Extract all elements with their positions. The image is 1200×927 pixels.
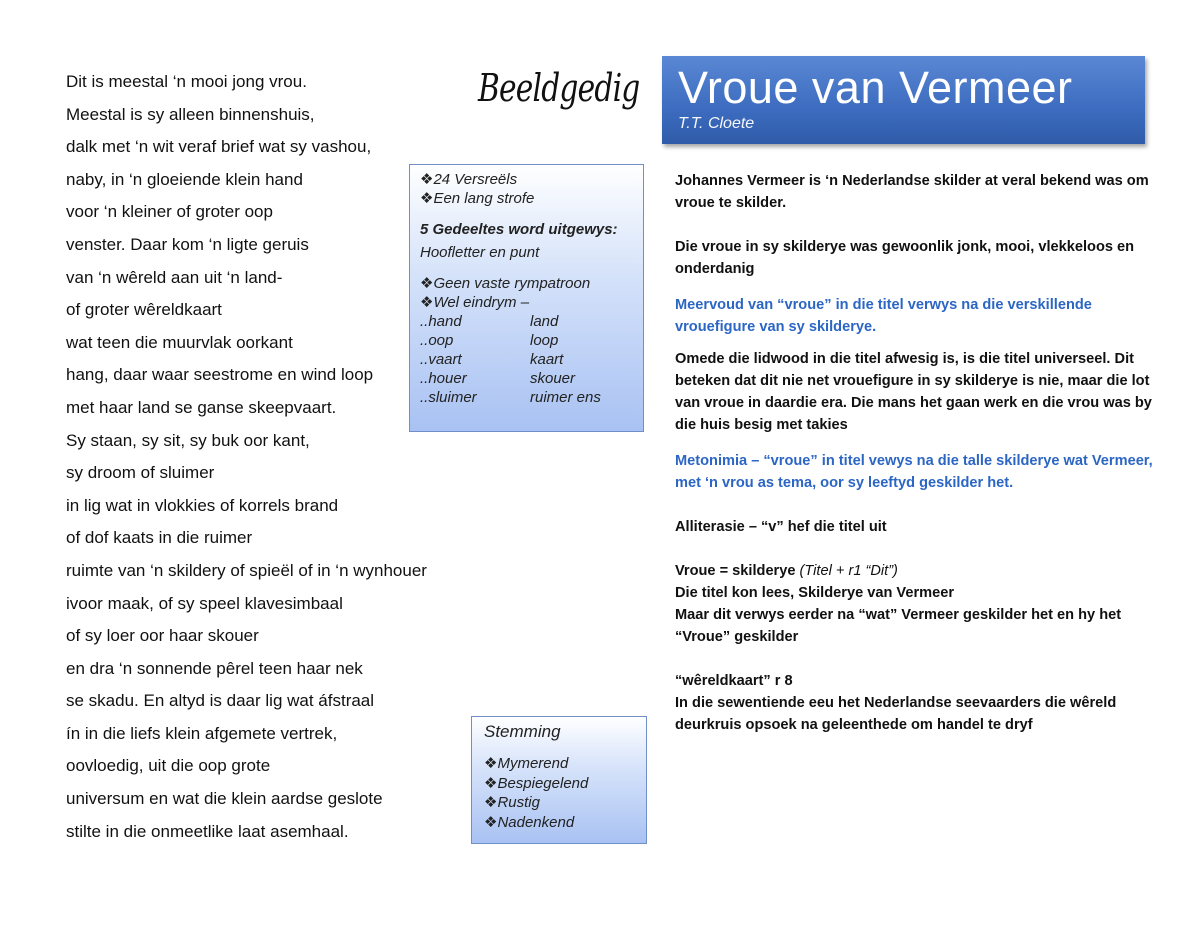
genre-label: Beeldgedig — [478, 66, 640, 110]
poem-line: hang, daar waar seestrome en wind loop — [66, 365, 374, 385]
poem-line: wat teen die muurvlak oorkant — [66, 332, 293, 352]
poem-line: ivoor maak, of sy speel klavesimbaal — [66, 593, 343, 613]
feature-item: ❖Wel eindrym – — [420, 294, 530, 311]
poem-line: sy droom of sluimer — [66, 463, 215, 483]
rhyme-word: loop — [530, 332, 559, 349]
note-text: Vroue = skilderye — [675, 563, 800, 579]
poem-line: stilte in die onmeetlike laat asemhaal. — [66, 821, 349, 841]
poem-line: Dit is meestal ‘n mooi jong vrou. — [66, 72, 307, 91]
feature-item: ❖Een lang strofe — [420, 190, 535, 207]
poem-line: van ‘n wêreld aan uit ‘n land- — [66, 267, 283, 287]
mood-box — [471, 716, 647, 844]
poem — [66, 66, 427, 848]
mood-item: ❖Rustig — [484, 794, 540, 811]
poem-line: Meestal is sy alleen binnenshuis, — [66, 104, 315, 124]
poem-line: voor ‘n kleiner of groter oop — [66, 202, 273, 222]
poem-line: en dra ‘n sonnende pêrel teen haar nek — [66, 658, 363, 678]
poem-line: Sy staan, sy sit, sy buk oor kant, — [66, 430, 310, 450]
poem-line: universum en wat die klein aardse geslote — [66, 789, 383, 809]
poem-line: oovloedig, uit die oop grote — [66, 756, 271, 776]
mood-item: ❖Nadenkend — [484, 813, 575, 831]
features-subtext: Hoofletter en punt — [420, 244, 540, 261]
note-paragraph: Die vroue in sy skilderye was gewoonlik jonk, mooi, vlekkeloos en onderdanig — [675, 239, 1135, 277]
note-paragraph: Maar dit verwys eerder na “wat” Vermeer geskilder het en hy het “Vroue” geskilder — [675, 607, 1122, 645]
mood-title: Stemming — [484, 722, 561, 741]
poem-line: met haar land se ganse skeepvaart. — [66, 397, 337, 417]
mood-item: ❖Bespiegelend — [484, 774, 589, 792]
rhyme-word: ..houer — [420, 370, 467, 387]
rhyme-word: ..sluimer — [420, 389, 477, 406]
poem-line: of sy loer oor haar skouer — [66, 626, 259, 646]
note-paragraph: Meervoud van “vroue” in die titel verwys na die verskillende vrouefigure van sy skilderye. — [675, 297, 1092, 335]
feature-item: ❖Geen vaste rympatroon — [420, 275, 591, 292]
poem-line: se skadu. En altyd is daar lig wat áfstraal — [66, 691, 375, 711]
rhyme-word: skouer — [530, 370, 576, 387]
poem-line: in lig wat in vlokkies of korrels brand — [66, 495, 339, 515]
poem-line: ín in die liefs klein afgemete vertrek, — [66, 723, 338, 743]
analysis-notes — [675, 170, 1155, 736]
poem-line: ruimte van ‘n skildery of spieël of in ‘n wynhouer — [66, 560, 427, 580]
note-paragraph: In die sewentiende eeu het Nederlandse seevaarders die wêreld deurkruis opsoek na geleenthede om handel te dryf — [675, 695, 1117, 733]
rhyme-word: ..hand — [420, 313, 462, 330]
note-paragraph: Johannes Vermeer is ‘n Nederlandse skilder at veral bekend was om vroue te skilder. — [675, 173, 1149, 211]
features-heading: 5 Gedeeltes word uitgewys: — [420, 221, 618, 238]
poem-features-box — [409, 164, 644, 432]
rhyme-pairs — [420, 312, 633, 407]
rhyme-word: land — [530, 313, 559, 330]
note-paragraph: “wêreldkaart” r 8 — [675, 673, 793, 689]
feature-item: ❖24 Versreëls — [420, 171, 518, 188]
mood-item: ❖Mymerend — [484, 755, 569, 772]
note-paragraph: Metonimia – “vroue” in titel vewys na die talle skilderye wat Vermeer, met ‘n vrou as tema, oor sy leeftyd geskilder het. — [675, 453, 1153, 491]
rhyme-word: ..vaart — [420, 351, 462, 368]
author: T.T. Cloete — [678, 115, 755, 132]
note-aside: (Titel + r1 “Dit”) — [799, 563, 898, 579]
note-paragraph: Omede die lidwood in die titel afwesig is, is die titel universeel. Dit beteken dat dit nie net vrouefigure in sy skilderye is nie, maar die lot van vroue in daardie era. Die mans het gaan werk en die vrou was by die huis besig met takies — [675, 351, 1152, 433]
page-title: Vroue van Vermeer — [678, 62, 1073, 113]
poem-line: venster. Daar kom ‘n ligte geruis — [66, 234, 309, 254]
rhyme-word: ..oop — [420, 332, 454, 349]
note-paragraph: Die titel kon lees, Skilderye van Vermeer — [675, 585, 955, 601]
note-paragraph: Alliterasie – “v” hef die titel uit — [675, 519, 887, 535]
note-paragraph — [675, 560, 1155, 582]
title-banner — [662, 56, 1145, 144]
poem-line: dalk met ‘n wit veraf brief wat sy vashou, — [66, 137, 372, 157]
poem-line: of dof kaats in die ruimer — [66, 528, 253, 548]
rhyme-word: ruimer ens — [530, 389, 601, 406]
rhyme-word: kaart — [530, 351, 564, 368]
poem-line: of groter wêreldkaart — [66, 300, 222, 320]
poem-line: naby, in ‘n gloeiende klein hand — [66, 169, 303, 189]
